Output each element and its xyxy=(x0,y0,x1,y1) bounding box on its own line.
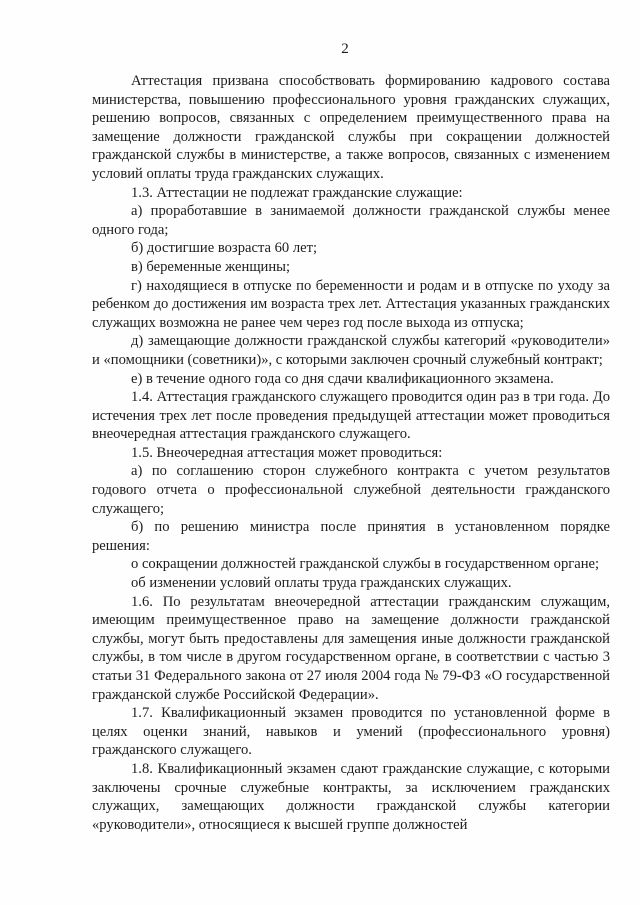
paragraph-1-3-g: г) находящиеся в отпуске по беременности и родам и в отпуске по уходу за ребенком до достижения им возраста трех лет. Аттестация указанных гражданских служащих возможна не ранее чем через год после выхода из отпуска; xyxy=(92,277,610,331)
paragraph-1-3-a: а) проработавшие в занимаемой должности гражданской службы менее одного года; xyxy=(92,203,610,238)
paragraph-1-5-b: б) по решению министра после принятия в установленном порядке решения: xyxy=(92,519,610,554)
paragraph-1-6: 1.6. По результатам внеочередной аттестации гражданским служащим, имеющим преимущественное право на замещение должности гражданской службы, могут быть предоставлены для замещения иные должности гражданской службы, в том числе в другом государственном органе, в соответствии с частью 3 статьи 31 Федерального закона от 27 июля 2004 года № 79-ФЗ «О государственной гражданской службе Российской Федерации». xyxy=(92,593,610,703)
paragraph-1-5-a: а) по соглашению сторон служебного контракта с учетом результатов годового отчета о профессиональной служебной деятельности гражданского служащего; xyxy=(92,463,610,517)
paragraph-1-4: 1.4. Аттестация гражданского служащего проводится один раз в три года. До истечения трех лет после проведения предыдущей аттестации может проводиться внеочередная аттестация гражданского служащего. xyxy=(92,389,610,443)
document-body xyxy=(92,72,610,834)
paragraph-1-5: 1.5. Внеочередная аттестация может проводиться: xyxy=(131,444,443,461)
paragraph-1-3: 1.3. Аттестации не подлежат гражданские служащие: xyxy=(131,184,463,201)
paragraph-1-5-b-2: об изменении условий оплаты труда гражданских служащих. xyxy=(131,575,512,592)
paragraph-1-3-d: д) замещающие должности гражданской службы категорий «руководители» и «помощники (советники)», с которыми заключен срочный служебный контракт; xyxy=(92,333,610,368)
paragraph-1-3-e: е) в течение одного года со дня сдачи квалификационного экзамена. xyxy=(131,370,554,387)
paragraph-1-3-v: в) беременные женщины; xyxy=(131,258,291,275)
paragraph-attestation-purpose: Аттестация призвана способствовать формированию кадрового состава министерства, повышению профессионального уровня гражданских служащих, решению вопросов, связанных с определением преимущественного права на замещение должности гражданской службы при сокращении должностей гражданской службы в министерстве, а также вопросов, связанных с изменением условий оплаты труда гражданских служащих. xyxy=(92,73,610,182)
paragraph-1-5-b-1: о сокращении должностей гражданской службы в государственном органе; xyxy=(131,556,600,573)
paragraph-1-3-b: б) достигшие возраста 60 лет; xyxy=(131,240,318,257)
paragraph-1-7: 1.7. Квалификационный экзамен проводится по установленной форме в целях оценки знаний, навыков и умений (профессионального уровня) гражданского служащего. xyxy=(92,705,610,759)
page-number: 2 xyxy=(341,41,349,57)
paragraph-1-8: 1.8. Квалификационный экзамен сдают гражданские служащие, с которыми заключены срочные служебные контракты, за исключением гражданских служащих, замещающих должности гражданской службы категории «руководители», относящиеся к высшей группе должностей xyxy=(92,760,610,833)
